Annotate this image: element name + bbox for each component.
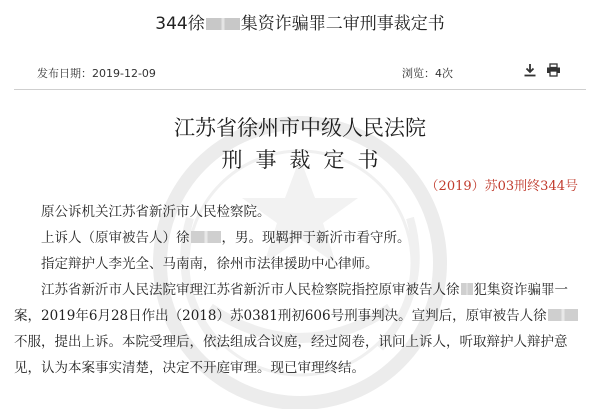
title-prefix: 344徐 bbox=[155, 14, 205, 34]
proceedings-text-c: 不服，提出上诉。本院受理后，依法组成合议庭，经过阅卷，讯问上诉人，听取辩护人辩护意见，认为本案事实清楚，决定不开庭审理。现已审理终结。 bbox=[14, 334, 568, 376]
redacted-name bbox=[191, 231, 221, 243]
court-name: 江苏省徐州市中级人民法院 bbox=[174, 116, 426, 140]
download-icon[interactable] bbox=[523, 63, 537, 77]
appellant-text-a: 上诉人（原审被告人）徐 bbox=[41, 230, 190, 246]
paragraph-defender: 指定辩护人李光全、马南南，徐州市法律援助中心律师。 bbox=[41, 256, 379, 272]
meta-actions bbox=[523, 63, 561, 77]
document-page-title bbox=[0, 9, 600, 34]
view-count: 浏览：4次 bbox=[402, 67, 453, 80]
redacted-name bbox=[461, 283, 473, 295]
paragraph-appellant bbox=[14, 225, 586, 251]
proceedings-text-a: 江苏省新沂市人民法院审理江苏省新沂市人民检察院指控原审被告人徐 bbox=[41, 282, 460, 298]
title-suffix: 集资诈骗罪二审刑事裁定书 bbox=[240, 14, 445, 34]
print-icon[interactable] bbox=[546, 63, 561, 77]
redacted-name bbox=[548, 309, 578, 321]
paragraph-prosecutor: 原公诉机关江苏省新沂市人民检察院。 bbox=[41, 204, 271, 220]
document-body bbox=[14, 199, 586, 381]
header-divider bbox=[14, 89, 586, 90]
meta-bar bbox=[0, 63, 600, 85]
proceedings-text-b: 犯集资诈骗罪一案，2019年6月28日作出（2018）苏0381刑初606号刑事判决。宣判后，原审被告人徐 bbox=[14, 282, 568, 324]
case-number: （2019）苏03刑终344号 bbox=[425, 179, 578, 194]
publish-date: 发布日期：2019-12-09 bbox=[37, 67, 156, 80]
redacted-name bbox=[206, 18, 240, 30]
appellant-text-b: ，男。现羁押于新沂市看守所。 bbox=[221, 230, 411, 246]
ruling-type-heading: 刑事裁定书 bbox=[221, 148, 392, 172]
paragraph-proceedings bbox=[14, 277, 586, 381]
